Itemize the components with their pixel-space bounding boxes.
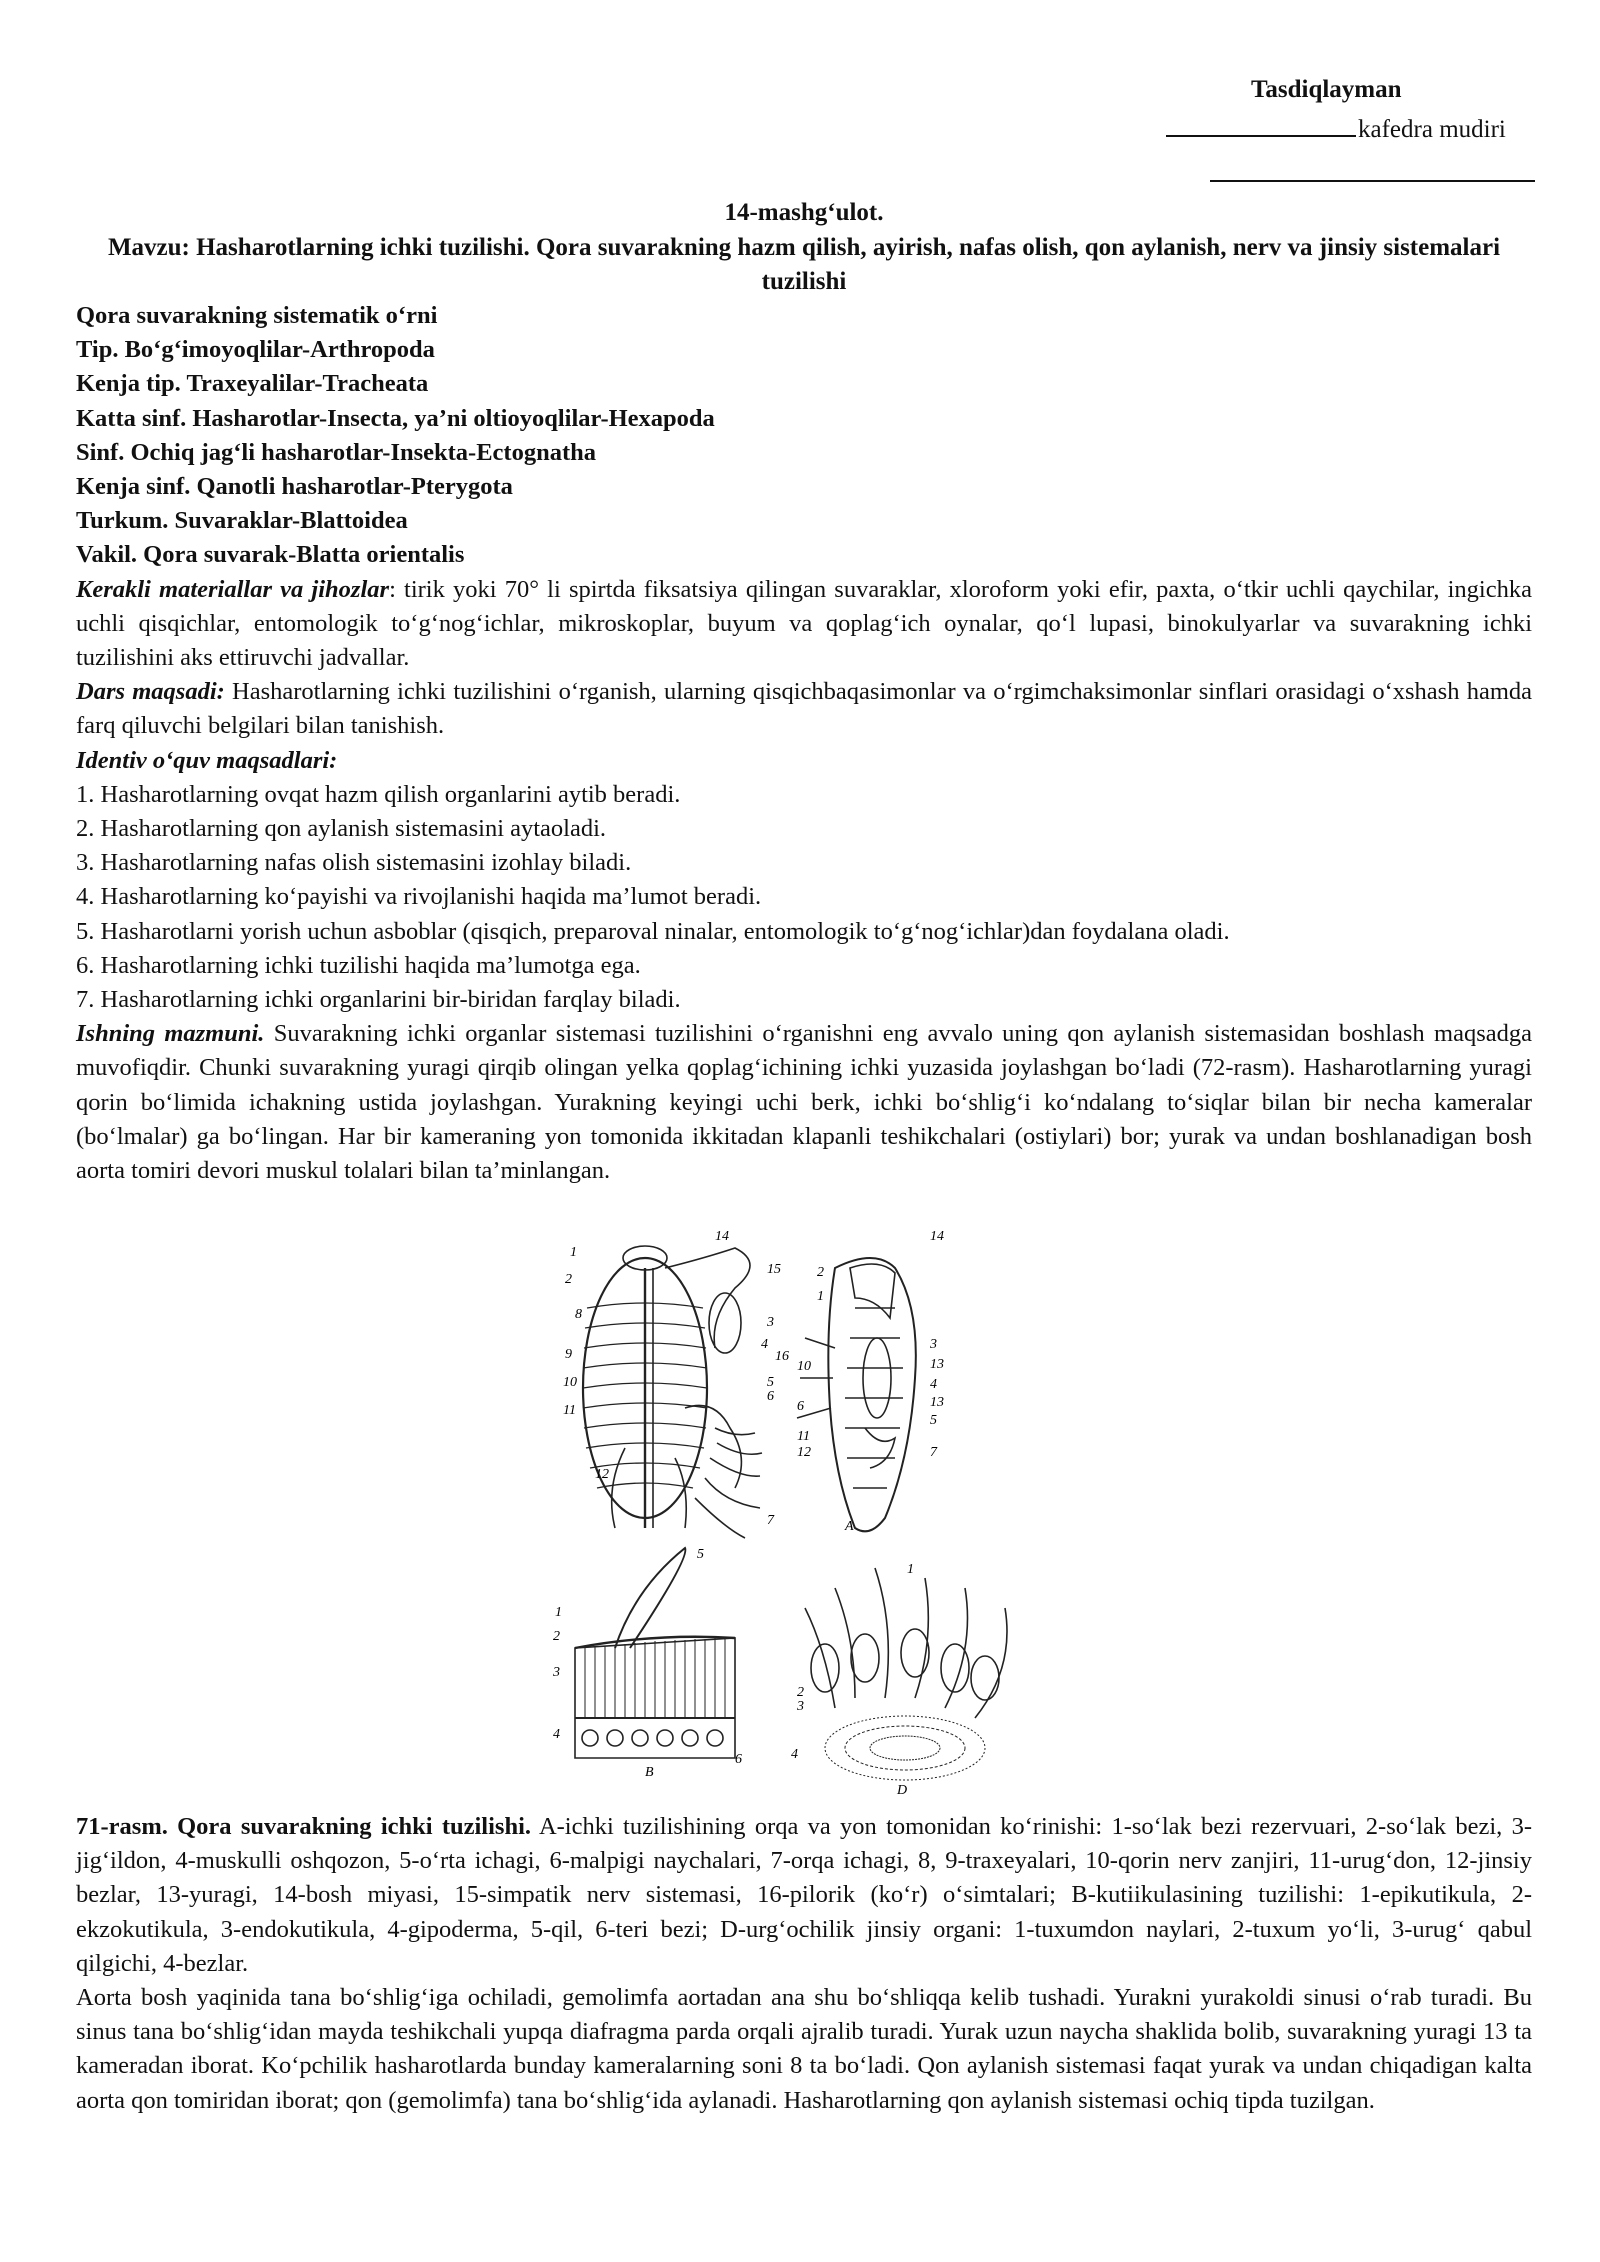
caption-text: A-ichki tuzilishining orqa va yon tomonidan ko‘rinishi: 1-so‘lak bezi rezervuari, 2-so‘lak bezi, 3-jig‘ildon, 4-muskulli oshqozon, 5-o‘rta ichagi, 6-malpigi naychalari, 7-orqa ichagi, 8, 9-traxeyalari, 10-qorin nerv zanjiri, 11-urug‘don, 12-jinsiy bezlar, 13-yuragi, 14-bosh miyasi, 15-simpatik nerv sistemasi, 16-pilorik (ko‘r) o‘simtalari; B-kutiikulasining tuzilishi: 1-epikutikula, 2-ekzokutikula, 3-endokutikula, 4-gipoderma, 5-qil, 6-teri bezi; D-urg‘ochilik jinsiy organi: 1-tuxumdon naylari, 2-tuxum yo‘li, 3-urug‘ qabul qilgichi, 4-bezlar. <box>76 1813 1532 1977</box>
head-title: kafedra mudiri <box>1358 116 1506 143</box>
signature-underline <box>1166 111 1356 137</box>
goal-paragraph <box>76 675 1532 743</box>
circulation-paragraph: Aorta bosh yaqinida tana bo‘shlig‘iga ochiladi, gemolimfa aortadan ana shu bo‘shliqqa kelib tushadi. Yurakni yurakoldi sinusi o‘rab turadi. Bu sinus tana bo‘shlig‘idan mayda teshikchali yupqa diafragma parda orqali ajralib turadi. Yurak uzun naycha shaklida bolib, suvarakning yuragi 13 ta kameradan iborat. Ko‘pchilik hasharotlarda bunday kameralarning soni 8 ta bo‘ladi. Qon aylanish sistemasi faqat yurak va undan chiqadigan kalta aorta qon tomiridan iborat; qon (gemolimfa) tana bo‘shlig‘ida aylanadi. Hasharotlarning qon aylanish sistemasi ochiq tipda tuzilgan. <box>76 1984 1532 2114</box>
fig-label-num: 12 <box>595 1467 609 1482</box>
fig-label-num: 3 <box>767 1315 774 1330</box>
fig-label-num: 7 <box>767 1513 774 1528</box>
goal-text: Hasharotlarning ichki tuzilishini o‘rganish, ularning qisqichbaqasimonlar va o‘rgimchaksimonlar sinflari orasidagi o‘xshash hamda farq qiluvchi belgilari bilan tanishish. <box>76 678 1533 740</box>
fig-label-num: 14 <box>930 1229 944 1244</box>
fig-label-num: 11 <box>797 1429 810 1444</box>
fig-label-num: 2 <box>553 1629 560 1644</box>
fig-label-num: 6 <box>797 1399 804 1414</box>
fig-label-num: 2 <box>565 1272 572 1287</box>
fig-label-num: 6 <box>767 1389 774 1404</box>
fig-label-num: 2 <box>817 1265 824 1280</box>
lesson-topic: Mavzu: Hasharotlarning ichki tuzilishi. Qora suvarakning hazm qilish, ayirish, nafas olish, qon aylanish, nerv va jinsiy sistemalari tuzilishi <box>107 233 1501 295</box>
fig-label-num: 1 <box>817 1289 824 1304</box>
fig-label-num: 3 <box>553 1665 560 1680</box>
systematics-item: Vakil. Qora suvarak-Blatta orientalis <box>76 541 465 569</box>
objectives-heading: Identiv o‘quv maqsadlari: <box>76 746 338 774</box>
figure-caption <box>76 1810 1532 1981</box>
lesson-number: 14-mashg‘ulot. <box>724 199 884 226</box>
date-underline <box>1210 180 1535 182</box>
content-label: Ishning mazmuni. <box>76 1020 265 1048</box>
fig-label-num: 6 <box>735 1752 742 1767</box>
objective-item: 6. Hasharotlarning ichki tuzilishi haqida ma’lumotga ega. <box>76 951 641 979</box>
fig-label-num: 1 <box>555 1605 562 1620</box>
document-body <box>76 299 1532 1188</box>
fig-label-num: 14 <box>715 1229 729 1244</box>
fig-label-num: 7 <box>930 1445 937 1460</box>
fig-label-num: 3 <box>930 1337 937 1352</box>
objective-item: 1. Hasharotlarning ovqat hazm qilish organlarini aytib beradi. <box>76 780 681 808</box>
fig-label-A: A <box>845 1519 854 1534</box>
fig-label-num: 4 <box>553 1727 560 1742</box>
fig-label-num: 5 <box>697 1547 704 1562</box>
fig-label-num: 10 <box>563 1375 577 1390</box>
fig-label-num: 10 <box>797 1359 811 1374</box>
systematics-heading: Qora suvarakning sistematik o‘rni <box>76 302 438 329</box>
fig-label-num: 13 <box>930 1357 944 1372</box>
objective-item: 7. Hasharotlarning ichki organlarini bir-biridan farqlay biladi. <box>76 986 681 1014</box>
fig-label-num: 4 <box>791 1747 798 1762</box>
materials-paragraph <box>76 573 1532 676</box>
objective-item: 3. Hasharotlarning nafas olish sistemasini izohlay biladi. <box>76 849 632 877</box>
objective-item: 2. Hasharotlarning qon aylanish sistemasini aytaoladi. <box>76 815 607 843</box>
title-block <box>76 196 1532 300</box>
content-paragraph <box>76 1017 1532 1188</box>
fig-label-num: 11 <box>563 1403 576 1418</box>
fig-label-num: 5 <box>767 1375 774 1390</box>
materials-text: : tirik yoki 70° li spirtda fiksatsiya qilingan suvaraklar, xloroform yoki efir, paxta, o‘tkir uchli qaychilar, ingichka uchli qisqichlar, entomologik to‘g‘nog‘ichlar, mikroskoplar, buyum va qoplag‘ich oynalar, qo‘l lupasi, binokulyarlar va suvarakning ichki tuzilishini aks ettiruvchi jadvallar. <box>76 575 1532 672</box>
fig-label-B: B <box>645 1765 654 1780</box>
figure-caption-block <box>76 1810 1532 2118</box>
systematics-item: Kenja tip. Traxeyalilar-Tracheata <box>76 370 429 398</box>
fig-label-D: D <box>897 1783 908 1798</box>
content-text: Suvarakning ichki organlar sistemasi tuzilishini o‘rganishni eng avvalo uning qon aylanish sistemasidan boshlash maqsadga muvofiqdir. Chunki suvarakning yuragi qirqib olingan yelka qoplag‘ichining ichki yuzasida joylashgan bo‘ladi (72-rasm). Hasharotlarning yuragi qorin bo‘limida ichakning ustida joylashgan. Yurakning keyingi uchi berk, ichki bo‘shlig‘i ko‘ndalang to‘siqlar bilan bir necha kameralar (bo‘lmalar) ga bo‘lingan. Har bir kameraning yon tomonida ikkitadan klapanli teshikchalari (ostiylari) bor; yurak va undan boshlanadigan bosh aorta tomiri devori muskul tolalari bilan ta’minlangan. <box>76 1020 1532 1185</box>
fig-label-num: 2 <box>797 1685 804 1700</box>
systematics-item: Turkum. Suvaraklar-Blattoidea <box>76 507 408 535</box>
fig-label-num: 3 <box>797 1699 804 1714</box>
objective-item: 4. Hasharotlarning ko‘payishi va rivojlanishi haqida ma’lumot beradi. <box>76 883 762 911</box>
objective-item: 5. Hasharotlarni yorish uchun asboblar (qisqich, preparoval ninalar, entomologik to‘g‘nog‘ichlar)dan foydalana oladi. <box>76 917 1230 945</box>
figure-drawing <box>535 1228 1065 1800</box>
materials-label: Kerakli materiallar va jihozlar <box>76 575 390 603</box>
systematics-item: Sinf. Ochiq jag‘li hasharotlar-Insekta-Ectognatha <box>76 438 596 466</box>
fig-label-num: 1 <box>907 1562 914 1577</box>
fig-label-num: 13 <box>930 1395 944 1410</box>
goal-label: Dars maqsadi: <box>76 678 225 706</box>
approval-label: Tasdiqlayman <box>1251 76 1402 103</box>
fig-label-num: 12 <box>797 1445 811 1460</box>
systematics-item: Kenja sinf. Qanotli hasharotlar-Pterygota <box>76 473 513 501</box>
fig-label-num: 16 <box>775 1349 789 1364</box>
caption-label: 71-rasm. Qora suvarakning ichki tuzilishi. <box>76 1813 532 1840</box>
systematics-item: Tip. Bo‘g‘imoyoqlilar-Arthropoda <box>76 336 435 364</box>
fig-label-num: 8 <box>575 1307 582 1322</box>
fig-label-num: 9 <box>565 1347 572 1362</box>
fig-label-num: 4 <box>761 1337 768 1352</box>
head-of-department-line <box>1166 111 1506 144</box>
fig-label-num: 15 <box>767 1262 781 1277</box>
systematics-item: Katta sinf. Hasharotlar-Insecta, ya’ni oltioyoqlilar-Hexapoda <box>76 404 715 432</box>
cockroach-anatomy-figure <box>535 1228 1065 1800</box>
fig-label-num: 5 <box>930 1413 937 1428</box>
fig-label-num: 4 <box>930 1377 937 1392</box>
fig-label-num: 1 <box>570 1245 577 1260</box>
